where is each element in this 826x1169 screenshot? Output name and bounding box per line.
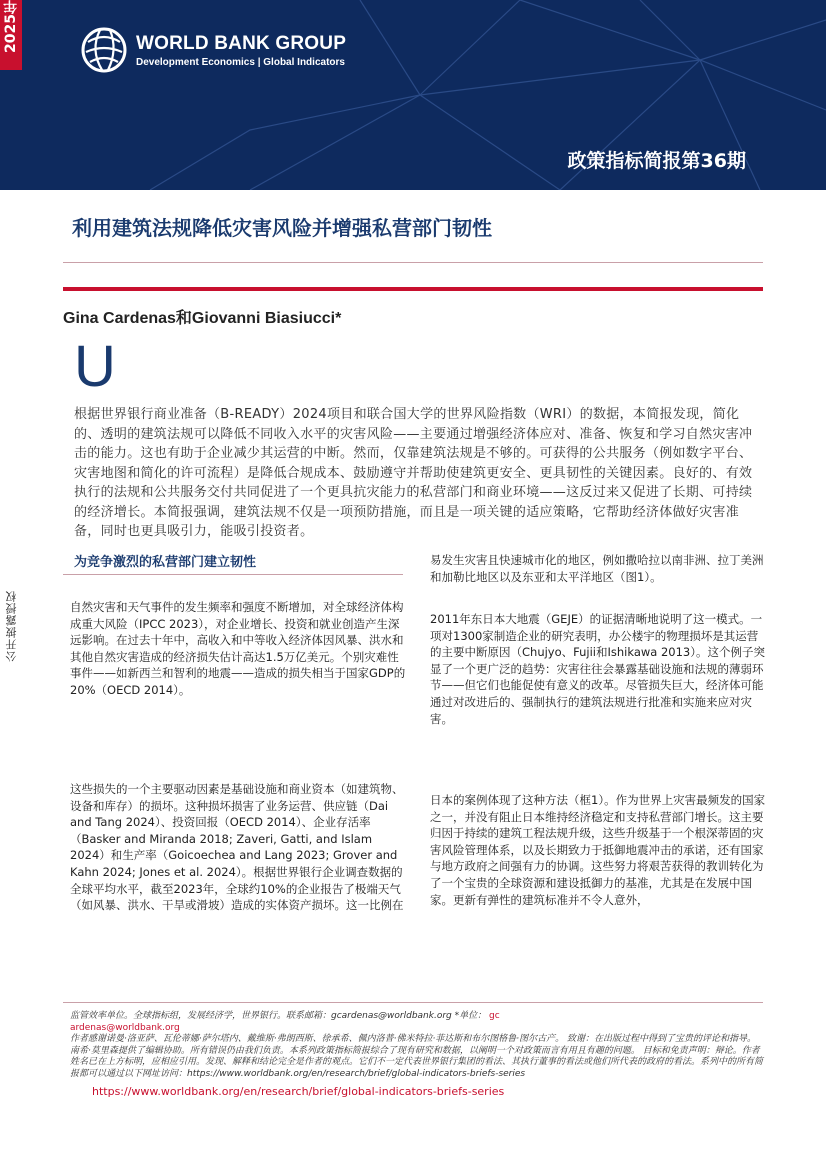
series-url-link[interactable]: https://www.worldbank.org/en/research/brief/global-indicators-briefs-series [92, 1085, 505, 1098]
left-paragraph-2: 这些损失的一个主要驱动因素是基础设施和商业资本（如建筑物、设备和库存）的损坏。这种损坏损害了业务运营、供应链（Dai and Tang 2024）、投资回报（OECD 2014）、企业存活率（Basker and Miranda 2018; Zaveri, Gatti, and Islam 2024）和生产率（Goicoechea and Lang 2023; Grover and Kahn 2024; Jones et al. 2024）。根据世界银行企业调查数据的全球平均水平，截至2023年，全球约10%的企业报告了极端天气（如风暴、洪水、干旱或滑坡）造成的实体资产损坏。这一比例在 [70, 782, 404, 913]
right-paragraph-3: 日本的案例体现了这种方法（框1）。作为世界上灾害最频发的国家之一，并没有阻止日本维持经济稳定和支持私营部门增长。这主要归因于持续的建筑工程法规升级，这些升级基于一个根深蒂固的灾害风险管理体系，以及长期致力于抵御地震冲击的承诺，还有国家与地方政府之间强有力的协调。这些努力将艰苦获得的教训转化为了一个宝贵的全球资源和建设抵御力的基准，尤其是在发展中国家。更新有弹性的建筑标准并不令人意外， [430, 793, 766, 907]
world-bank-logo[interactable] [80, 26, 346, 74]
footer-divider [63, 1002, 763, 1003]
globe-icon [80, 26, 128, 74]
left-paragraph-1: 自然灾害和天气事件的发生频率和强度不断增加，对全球经济体构成重大风险（IPCC 2023），对企业增长、投资和就业创造产生深远影响。在过去十年中，高收入和中等收入经济体因风暴、洪水和其他自然灾害造成的经济损失估计高达1.5万亿美元。个别灾难性事件——如新西兰和智利的地震——造成的损失相当于国家GDP的20%（OECD 2014）。 [70, 600, 406, 697]
footnote-affiliation: 监管效率单位。全球指标组，发展经济学，世界银行。联系邮箱：gcardenas@worldbank.org *单位： [70, 1011, 487, 1021]
page-title: 利用建筑法规降低灾害风险并增强私营部门韧性 [72, 216, 492, 240]
red-divider [63, 287, 763, 291]
footnote [70, 1011, 765, 1081]
abstract: 根据世界银行商业准备（B-READY）2024项目和联合国大学的世界风险指数（WRI）的数据，本简报发现，简化的、透明的建筑法规可以降低不同收入水平的灾害风险——主要通过增强经济体应对、准备、恢复和学习自然灾害冲击的能力。这也有助于企业减少其运营的中断。然而，仅靠建筑法规是不够的。可获得的公共服务（例如数字平台、灾害地图和简化的许可流程）是降低合规成本、鼓励遵守并帮助使建筑更安全、更具韧性的关键因素。良好的、有效执行的法规和公共服务交付共同促进了一个更具抗灾能力的私营部门和商业环境——这反过来又促进了长期、可持续的经济增长。本简报强调，建筑法规不仅是一项预防措施，而且是一项关键的适应策略，它帮助经济体做好灾害准备，同时也更具吸引力，能吸引投资者。 [74, 407, 753, 539]
public-disclosure-label: 公开披露授权 [5, 590, 18, 662]
header-banner [0, 0, 826, 190]
title-divider [63, 262, 763, 263]
right-paragraph-2: 2011年东日本大地震（GEJE）的证据清晰地说明了这一模式。一项对1300家制造企业的研究表明，办公楼宇的物理损坏是其运营的主要中断原因（Chujyo、Fujii和Ishikawa 2013）。这个例子突显了一个更广泛的趋势：灾害往往会暴露基础设施和法规的薄弱环节——但它们也能促使有意义的改革。尽管损失巨大，经济体可能通过对改进后的、强制执行的建筑法规进行批准和实施来应对灾害。 [430, 612, 765, 726]
footnote-email-part1[interactable]: gc [488, 1011, 500, 1021]
org-subtitle: Development Economics | Global Indicators [136, 56, 345, 68]
drop-cap: U [74, 334, 116, 399]
side-year-tab: 2025年 [0, 0, 22, 70]
authors: Gina Cardenas和Giovanni Biasiucci* [63, 310, 342, 327]
footnote-email-part2[interactable]: ardenas@worldbank.org [70, 1022, 180, 1033]
footnote-acknowledgements: 作者感谢诺曼·洛亚萨、瓦伦蒂娜·萨尔塔内、戴维斯·弗朗西斯、徐承希、佩内洛普·佛米特拉·菲达斯和布尔图格鲁·图尔古产。 致谢：在出版过程中得到了宝贵的评论和指导。南希·莫里森提供了编辑协助。所有错误仍由我们负责。本系列政策指标简报综合了现有研究和数据，以阐明一个对政策而言有用且有趣的问题。 目标和免责声明：辩论。作者姓名已在上方标明，应相应引用。发现、解释和结论完全是作者的观点。它们不一定代表世界银行集团的看法、其执行董事的看法或他们所代表的政府的看法。系列中的所有简报都可以通过以下网址访问：https://www.worldbank.org/en/research/brief/global-indicators-briefs-series [70, 1034, 764, 1079]
section-divider [63, 574, 403, 575]
org-name: WORLD BANK GROUP [136, 32, 347, 54]
section-heading: 为竞争激烈的私营部门建立韧性 [74, 555, 257, 570]
right-paragraph-1: 易发生灾害且快速城市化的地区，例如撒哈拉以南非洲、拉丁美洲和加勒比地区以及东亚和太平洋地区（图1）。 [430, 553, 764, 584]
brief-number: 政策指标简报第36期 [567, 150, 746, 172]
